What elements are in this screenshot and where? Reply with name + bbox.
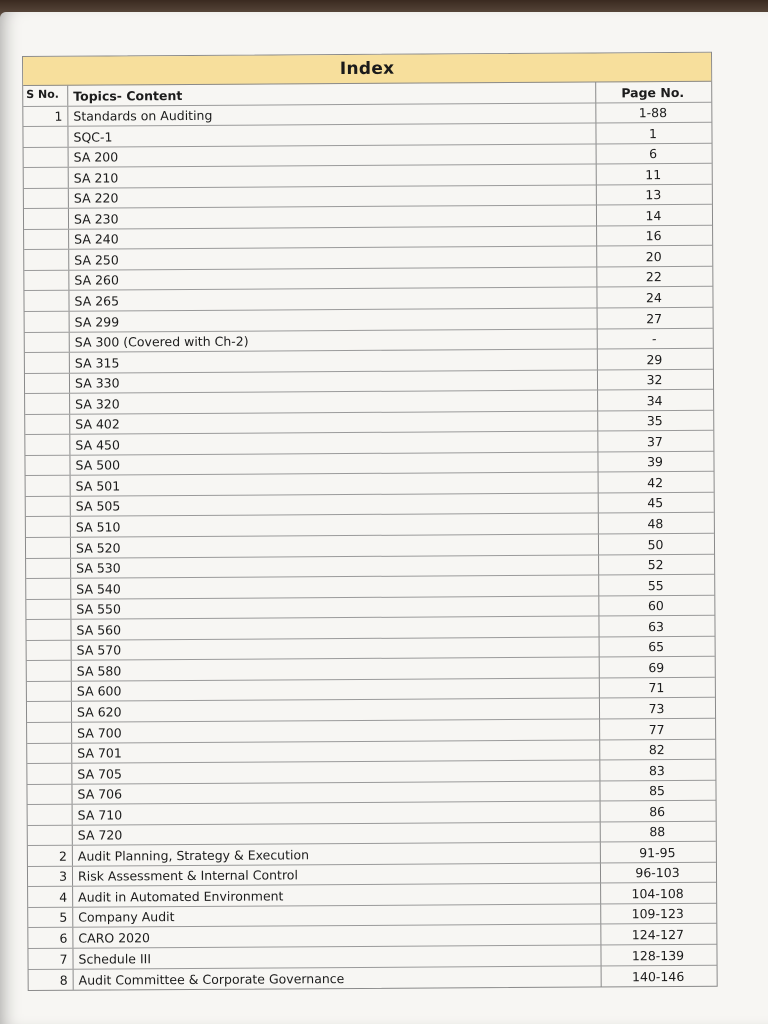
row-sno <box>25 353 70 373</box>
row-sno <box>28 825 73 845</box>
row-topic: SA 710 <box>73 802 601 825</box>
row-topic: SA 200 <box>69 144 597 167</box>
row-sno: 2 <box>28 846 73 866</box>
row-sno <box>25 456 70 476</box>
row-sno: 3 <box>28 866 73 886</box>
row-topic: SA 550 <box>71 596 599 619</box>
row-sno <box>24 291 69 311</box>
row-sno <box>27 661 72 681</box>
row-sno: 4 <box>28 887 73 907</box>
row-sno <box>23 127 68 147</box>
row-topic: SA 580 <box>72 658 600 681</box>
row-sno <box>24 188 69 208</box>
row-sno <box>24 250 69 270</box>
row-page-number: 71 <box>648 680 665 696</box>
row-page-number: 35 <box>646 413 663 429</box>
row-topic: SA 620 <box>72 699 600 722</box>
document-page <box>0 12 768 1024</box>
row-sno: 6 <box>28 928 73 948</box>
row-topic: SA 520 <box>71 535 599 558</box>
row-sno <box>25 373 70 393</box>
row-sno <box>26 558 71 578</box>
row-page-number: 140-146 <box>631 969 685 985</box>
row-page-number: 1-88 <box>638 105 668 121</box>
row-topic: Company Audit <box>73 904 601 927</box>
row-topic: SA 320 <box>70 391 598 414</box>
row-sno <box>27 682 72 702</box>
index-title-bar <box>23 53 711 86</box>
row-page-number: 14 <box>645 207 662 224</box>
row-sno <box>27 640 72 660</box>
row-page-number: 34 <box>646 392 663 408</box>
row-topic: SA 230 <box>69 206 597 229</box>
row-page-number: 109-123 <box>631 906 684 922</box>
row-page-number: 39 <box>646 454 663 470</box>
table-row <box>29 965 717 990</box>
row-page-number: 11 <box>645 166 662 182</box>
row-sno <box>26 497 71 517</box>
row-sno <box>26 579 71 599</box>
row-sno <box>26 476 71 496</box>
row-topic: SA 265 <box>69 288 597 311</box>
row-page-number: 63 <box>647 618 664 634</box>
row-topic: Schedule III <box>73 945 601 968</box>
row-topic: SA 560 <box>71 617 599 640</box>
row-topic: SA 260 <box>69 267 597 290</box>
row-sno <box>27 784 72 804</box>
row-topic: SA 530 <box>71 555 599 578</box>
row-sno <box>24 271 69 291</box>
row-page-number: 104-108 <box>631 885 684 902</box>
row-page-number: 128-139 <box>631 947 685 963</box>
row-topic: SA 250 <box>69 247 597 270</box>
row-topic: SA 501 <box>71 473 599 496</box>
row-page-number: 42 <box>647 475 664 491</box>
row-topic: Standards on Auditing <box>68 103 596 126</box>
row-topic: SA 720 <box>73 822 601 845</box>
row-page-number: - <box>651 331 657 347</box>
row-sno: 1 <box>23 106 68 126</box>
row-page-number: 85 <box>649 783 665 799</box>
row-topic: SA 315 <box>70 350 598 373</box>
row-topic: SA 450 <box>70 432 598 455</box>
row-sno <box>27 764 72 784</box>
row-topic: SA 540 <box>71 576 599 599</box>
row-sno <box>26 620 71 640</box>
row-topic: SA 505 <box>71 493 599 516</box>
row-page-number: 124-127 <box>631 926 685 943</box>
row-sno <box>25 435 70 455</box>
table-body <box>23 102 716 990</box>
row-topic: SA 701 <box>72 740 600 763</box>
row-topic: Audit in Automated Environment <box>73 884 601 907</box>
row-topic: SA 700 <box>72 719 600 742</box>
row-sno <box>27 743 72 763</box>
row-topic: SA 705 <box>72 761 600 784</box>
row-page-number: 96-103 <box>635 865 680 881</box>
row-page-number: 20 <box>645 249 662 265</box>
row-sno: 7 <box>28 949 73 969</box>
row-page-number: 48 <box>647 516 664 532</box>
row-sno <box>27 702 72 722</box>
header-page: Page No. <box>621 84 685 100</box>
header-topic: Topics- Content <box>68 82 596 105</box>
row-topic: SA 300 (Covered with Ch-2) <box>70 329 598 352</box>
row-page-number: 50 <box>647 536 664 552</box>
row-page-number: 24 <box>645 290 662 306</box>
row-page-number: 16 <box>645 228 662 244</box>
row-page-number: 32 <box>646 372 663 388</box>
row-topic: SA 706 <box>72 781 600 804</box>
row-page-number: 55 <box>647 577 664 593</box>
row-page-number: 73 <box>648 701 665 717</box>
row-page-number: 52 <box>647 557 664 573</box>
row-sno <box>28 805 73 825</box>
row-page-number: 29 <box>646 351 663 367</box>
row-page-number: 88 <box>649 824 666 840</box>
row-sno: 5 <box>28 908 73 928</box>
row-topic: SA 600 <box>72 678 600 701</box>
row-topic: SA 500 <box>70 452 598 475</box>
row-sno <box>25 332 70 352</box>
row-sno <box>24 230 69 250</box>
row-page-number: 60 <box>647 598 664 614</box>
row-sno <box>26 538 71 558</box>
row-page-number: 82 <box>648 742 665 758</box>
row-topic: SQC-1 <box>68 124 596 147</box>
row-topic: SA 510 <box>71 514 599 537</box>
row-topic: CARO 2020 <box>73 925 601 948</box>
row-page-number: 77 <box>648 721 665 737</box>
row-page-number: 86 <box>649 803 666 819</box>
row-sno <box>25 414 70 434</box>
row-topic: SA 402 <box>70 411 598 434</box>
index-title: Index <box>339 58 395 80</box>
row-topic: SA 330 <box>70 370 598 393</box>
row-sno <box>27 723 72 743</box>
row-page-number: 22 <box>645 269 662 285</box>
row-page-number: 45 <box>647 495 664 511</box>
row-page-number: 91-95 <box>639 844 676 861</box>
row-sno <box>26 517 71 537</box>
header-sno: S No. <box>23 86 68 106</box>
row-topic: SA 210 <box>69 165 597 188</box>
row-topic: SA 299 <box>70 309 598 332</box>
row-sno <box>24 168 69 188</box>
row-page-number: 69 <box>648 659 665 676</box>
row-page-number: 65 <box>648 639 665 655</box>
row-page-number: 1 <box>648 125 657 141</box>
row-topic: Risk Assessment & Internal Control <box>73 863 601 886</box>
row-topic: SA 220 <box>69 185 597 208</box>
row-page-number: 37 <box>646 433 663 450</box>
row-page-number: 27 <box>646 310 663 326</box>
row-topic: Audit Planning, Strategy & Execution <box>73 843 601 866</box>
row-topic: SA 240 <box>69 226 597 249</box>
row-topic: Audit Committee & Corporate Governance <box>74 966 602 990</box>
row-page-number: 83 <box>648 762 665 778</box>
row-sno: 8 <box>29 969 74 990</box>
row-sno <box>26 599 71 619</box>
row-page-number: 6 <box>649 146 658 162</box>
index-table <box>22 52 718 991</box>
row-sno <box>24 147 69 167</box>
row-sno <box>25 394 70 414</box>
row-page-number: 13 <box>645 187 662 203</box>
row-sno <box>25 312 70 332</box>
row-topic: SA 570 <box>72 637 600 660</box>
row-sno <box>24 209 69 229</box>
